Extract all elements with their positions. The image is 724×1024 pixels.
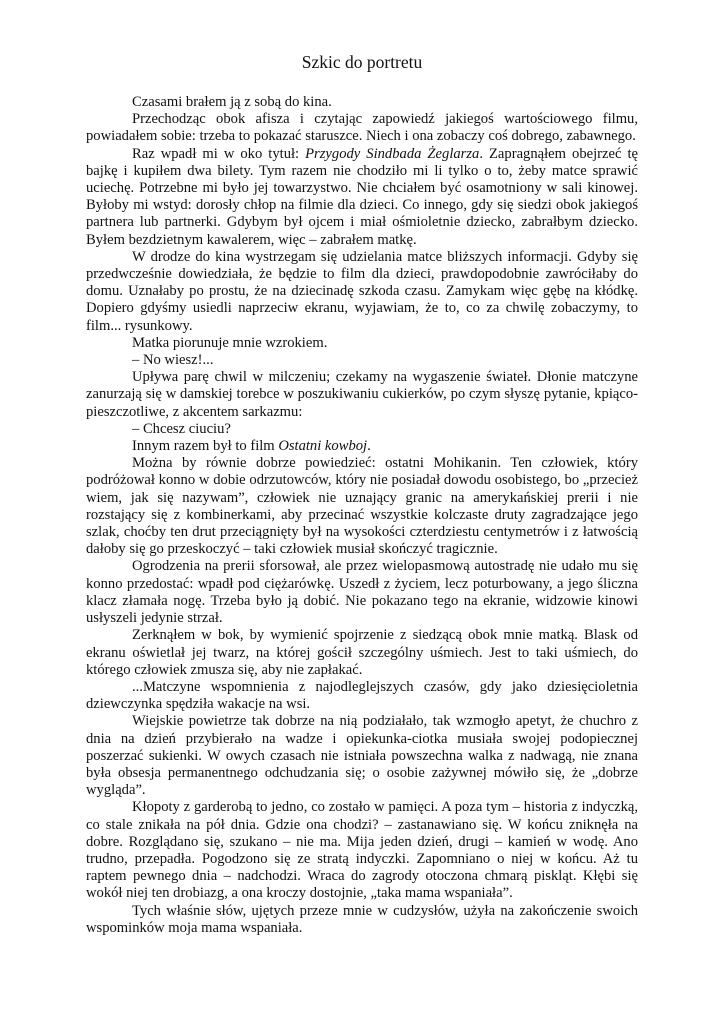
paragraph: Przechodząc obok afisza i czytając zapowiedź jakiegoś wartościowego filmu, powiadałem sobie: trzeba to pokazać staruszce. Niech i ona zobaczy coś dobrego, zabawnego.: [86, 111, 638, 145]
paragraph: Upływa parę chwil w milczeniu; czekamy na wygaszenie świateł. Dłonie matczyne zanurzają się w damskiej torebce w poszukiwaniu cukierków, po czym słyszę pytanie, kpiąco-pieszczotliwe, z akcentem sarkazmu:: [86, 369, 638, 420]
document-title: Szkic do portretu: [301, 52, 423, 72]
paragraph: Można by równie dobrze powiedzieć: ostatni Mohikanin. Ten człowiek, który podróżował konno w dobie odrzutowców, który nie posiadał dowodu osobistego, bo „przecież wiem, jak się nazywam”, człowiek nie uznający granic na amerykańskiej prerii i nie rozstający się z kombinerkami, aby przecinać wszystkie kolczaste druty zagradzające jego szlak, choćby ten drut przeciągnięty był na wysokości czterdziestu centymetrów i z łatwością dałoby się go przeskoczyć – taki człowiek musiał skończyć tragicznie.: [86, 455, 638, 558]
paragraph: Zerknąłem w bok, by wymienić spojrzenie z siedzącą obok mnie matką. Blask od ekranu oświetlał jej twarz, na której gościł szczególny uśmiech. Jest to taki uśmiech, do którego człowiek zmusza się, aby nie zapłakać.: [86, 627, 638, 678]
text-span: . Zapragnąłem obejrzeć tę bajkę i kupiłem dwa bilety. Tym razem nie chodziło mi li tylko o to, żeby matce sprawić uciechę. Potrzebne mi było jej towarzystwo. Nie chciałem być osamotniony w sali kinowej. Byłoby mi wstyd: dorosły chłop na filmie dla dzieci. Co innego, gdy się siedzi obok jakiegoś partnera lub partnerki. Gdybym był ojcem i miał ośmioletnie dziecko, zabrałbym dziecko. Byłem bezdzietnym kawalerem, więc – zabrałem matkę.: [86, 145, 638, 248]
paragraph: – No wiesz!...: [132, 352, 214, 369]
paragraph: Ogrodzenia na prerii sforsował, ale przez wielopasmową autostradę nie udało mu się konno przedostać: wpadł pod ciężarówkę. Uszedł z życiem, lecz poturbowany, a jego śliczna klacz złamała nogę. Trzeba było ją dobić. Nie pokazano tego na ekranie, widzowie kinowi usłyszeli jedynie strzał.: [86, 558, 638, 627]
paragraph: [86, 146, 638, 249]
document-body: [86, 94, 638, 937]
paragraph: ...Matczyne wspomnienia z najodleglejszych czasów, gdy jako dziesięcioletnia dziewczynka spędziła wakacje na wsi.: [86, 678, 638, 713]
italic-title: Przygody Sindbada Żeglarza: [305, 145, 480, 162]
paragraph: Matka piorunuje mnie wzrokiem.: [132, 334, 328, 351]
italic-title: Ostatni kowboj: [278, 438, 368, 455]
paragraph: Kłopoty z garderobą to jedno, co zostało w pamięci. A poza tym – historia z indyczką, co stale znikała na pół dnia. Gdzie ona chodzi? – zastanawiano się. W końcu zniknęła na dobre. Rozglądano się, szukano – nie ma. Mija jeden dzień, drugi – kamień w wodę. Ano trudno, przepadła. Pogodzono się ze stratą indyczki. Zapomniano o niej w końcu. Aż tu raptem pewnego dnia – nadchodzi. Wraca do zagrody otoczona chmarą piskląt. Kłębi się wokół niej ten drobiazg, a ona kroczy dostojnie, „taka mama wspaniała”.: [86, 799, 638, 902]
paragraph: Czasami brałem ją z sobą do kina.: [132, 94, 332, 110]
paragraph: Tych właśnie słów, ujętych przeze mnie w cudzysłów, użyła na zakończenie swoich wspominków moja mama wspaniała.: [86, 902, 638, 936]
text-span: .: [367, 438, 371, 455]
paragraph: Wiejskie powietrze tak dobrze na nią podziałało, tak wzmogło apetyt, że chuchro z dnia na dzień przybierało na wadze i opiekunka-ciotka musiała swojej podopiecznej poszerzać sukienki. W owych czasach nie istniała powszechna walka z nadwagą, nie znana była obsesja permanentnego odchudzania się; o osobie zażywnej mówiło się, że „dobrze wygląda”.: [86, 713, 638, 799]
paragraph: [86, 438, 638, 455]
paragraph: W drodze do kina wystrzegam się udzielania matce bliższych informacji. Gdyby się przedwcześnie dowiedziała, że będzie to film dla dzieci, prawdopodobnie zawróciłaby do domu. Uznałaby po prostu, że na dziecinadę szkoda czasu. Zamykam więc gębę na kłódkę. Dopiero gdyśmy usiedli naprzeciw ekranu, wyjawiam, że to, co za chwilę zobaczymy, to film... rysunkowy.: [86, 248, 638, 334]
paragraph: – Chcesz ciuciu?: [132, 420, 231, 437]
text-span: Innym razem był to film: [132, 438, 279, 455]
text-span: Raz wpadł mi w oko tytuł:: [132, 145, 306, 162]
